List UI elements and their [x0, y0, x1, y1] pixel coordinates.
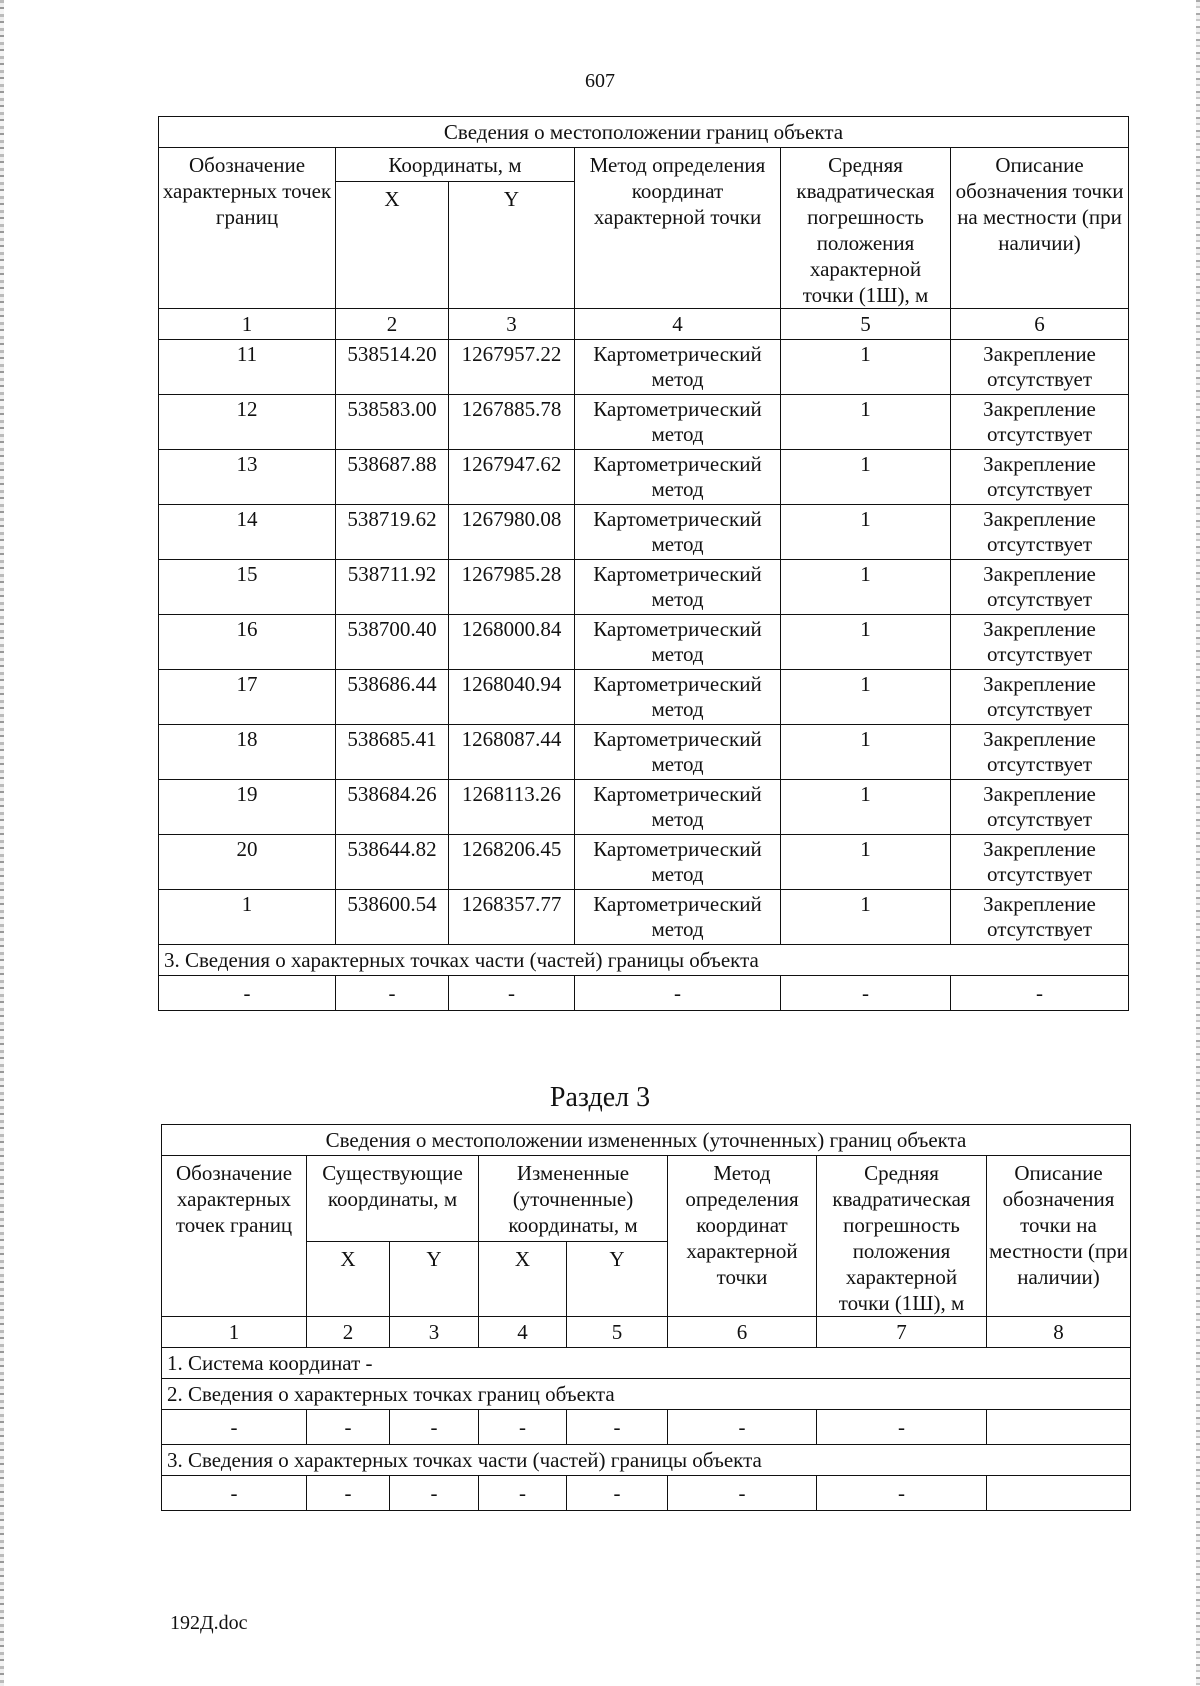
cell-y: 1268113.26 — [449, 780, 575, 835]
cell-desc: Закрепление отсутствует — [951, 725, 1129, 780]
table-cell: - — [449, 976, 575, 1011]
header-y: Y — [449, 182, 575, 309]
section-heading: Раздел 3 — [549, 1082, 651, 1113]
header-y-changed: Y — [567, 1242, 668, 1317]
cell-method: Картометрический метод — [575, 835, 781, 890]
cell-method: Картометрический метод — [575, 670, 781, 725]
table-cell — [987, 1410, 1131, 1445]
table-cell: - — [307, 1410, 390, 1445]
table-cell: - — [951, 976, 1129, 1011]
cell-point: 11 — [159, 340, 336, 395]
column-number: 4 — [479, 1317, 567, 1348]
cell-y: 1267980.08 — [449, 505, 575, 560]
scan-edge-right — [1196, 0, 1200, 1686]
header-error: Средняя квадратическая погрешность положения характерной точки (1Ш), м — [781, 148, 951, 309]
header-coordinates: Координаты, м — [336, 148, 575, 182]
cell-point: 1 — [159, 890, 336, 945]
part-section-label: 3. Сведения о характерных точках части (частей) границы объекта — [162, 1445, 1131, 1476]
cell-point: 20 — [159, 835, 336, 890]
cell-method: Картометрический метод — [575, 615, 781, 670]
table-row — [159, 670, 1129, 725]
table-row — [159, 340, 1129, 395]
cell-desc: Закрепление отсутствует — [951, 835, 1129, 890]
table-cell: - — [479, 1410, 567, 1445]
table-title: Сведения о местоположении измененных (уточненных) границ объекта — [162, 1125, 1131, 1156]
points-section-label: 2. Сведения о характерных точках границ объекта — [162, 1379, 1131, 1410]
cell-desc: Закрепление отсутствует — [951, 505, 1129, 560]
table-cell: - — [162, 1476, 307, 1511]
table-cell: - — [162, 1410, 307, 1445]
cell-error: 1 — [781, 780, 951, 835]
table-cell: - — [668, 1410, 817, 1445]
cell-x: 538583.00 — [336, 395, 449, 450]
table-row — [159, 615, 1129, 670]
table-cell: - — [817, 1410, 987, 1445]
cell-x: 538684.26 — [336, 780, 449, 835]
column-number: 1 — [159, 309, 336, 340]
header-x-existing: X — [307, 1242, 390, 1317]
cell-y: 1267947.62 — [449, 450, 575, 505]
header-point: Обозначение характерных точек границ — [162, 1156, 307, 1317]
table-row — [159, 450, 1129, 505]
cell-desc: Закрепление отсутствует — [951, 890, 1129, 945]
cell-desc: Закрепление отсутствует — [951, 340, 1129, 395]
cell-error: 1 — [781, 725, 951, 780]
page-number: 607 — [585, 70, 615, 92]
cell-error: 1 — [781, 560, 951, 615]
table-row — [159, 395, 1129, 450]
cell-error: 1 — [781, 395, 951, 450]
table-cell: - — [567, 1410, 668, 1445]
cell-x: 538685.41 — [336, 725, 449, 780]
column-number: 5 — [781, 309, 951, 340]
cell-point: 15 — [159, 560, 336, 615]
column-number: 3 — [390, 1317, 479, 1348]
column-number: 1 — [162, 1317, 307, 1348]
column-number: 4 — [575, 309, 781, 340]
header-description: Описание обозначения точки на местности (при наличии) — [951, 148, 1129, 309]
header-y-existing: Y — [390, 1242, 479, 1317]
cell-y: 1267985.28 — [449, 560, 575, 615]
changed-boundaries-table — [161, 1124, 1131, 1511]
column-number: 2 — [336, 309, 449, 340]
table-cell: - — [390, 1410, 479, 1445]
cell-error: 1 — [781, 450, 951, 505]
header-description: Описание обозначения точки на местности (при наличии) — [987, 1156, 1131, 1317]
cell-x: 538711.92 — [336, 560, 449, 615]
header-existing-coordinates: Существующие координаты, м — [307, 1156, 479, 1242]
cell-method: Картометрический метод — [575, 450, 781, 505]
header-method: Метод определения координат характерной точки — [668, 1156, 817, 1317]
cell-method: Картометрический метод — [575, 725, 781, 780]
boundary-points-body — [159, 340, 1129, 945]
cell-x: 538644.82 — [336, 835, 449, 890]
table-row — [159, 725, 1129, 780]
cell-y: 1267957.22 — [449, 340, 575, 395]
header-error: Средняя квадратическая погрешность положения характерной точки (1Ш), м — [817, 1156, 987, 1317]
cell-desc: Закрепление отсутствует — [951, 560, 1129, 615]
column-number: 5 — [567, 1317, 668, 1348]
cell-method: Картометрический метод — [575, 890, 781, 945]
cell-point: 16 — [159, 615, 336, 670]
table-row — [159, 505, 1129, 560]
footer-filename: 192Д.doc — [170, 1612, 248, 1634]
cell-error: 1 — [781, 670, 951, 725]
cell-y: 1267885.78 — [449, 395, 575, 450]
cell-error: 1 — [781, 890, 951, 945]
cell-error: 1 — [781, 340, 951, 395]
cell-x: 538687.88 — [336, 450, 449, 505]
column-number: 3 — [449, 309, 575, 340]
header-method: Метод определения координат характерной точки — [575, 148, 781, 309]
cell-method: Картометрический метод — [575, 395, 781, 450]
cell-desc: Закрепление отсутствует — [951, 615, 1129, 670]
table-cell: - — [479, 1476, 567, 1511]
cell-x: 538514.20 — [336, 340, 449, 395]
header-x: X — [336, 182, 449, 309]
header-x-changed: X — [479, 1242, 567, 1317]
table-cell: - — [668, 1476, 817, 1511]
table-cell: - — [159, 976, 336, 1011]
table-cell: - — [336, 976, 449, 1011]
cell-error: 1 — [781, 505, 951, 560]
cell-x: 538600.54 — [336, 890, 449, 945]
column-number: 2 — [307, 1317, 390, 1348]
cell-desc: Закрепление отсутствует — [951, 670, 1129, 725]
table-title: Сведения о местоположении границ объекта — [159, 117, 1129, 148]
cell-y: 1268040.94 — [449, 670, 575, 725]
cell-x: 538719.62 — [336, 505, 449, 560]
scan-edge-left — [0, 0, 4, 1686]
boundary-location-table — [158, 116, 1129, 1011]
cell-point: 12 — [159, 395, 336, 450]
cell-point: 18 — [159, 725, 336, 780]
table-row — [159, 835, 1129, 890]
table-row — [159, 560, 1129, 615]
cell-method: Картометрический метод — [575, 780, 781, 835]
part-section-label: 3. Сведения о характерных точках части (частей) границы объекта — [159, 945, 1129, 976]
table-row — [159, 780, 1129, 835]
header-changed-coordinates: Измененные (уточненные) координаты, м — [479, 1156, 668, 1242]
table-cell: - — [307, 1476, 390, 1511]
cell-x: 538700.40 — [336, 615, 449, 670]
header-point: Обозначение характерных точек границ — [159, 148, 336, 309]
coord-system-label: 1. Система координат - — [162, 1348, 1131, 1379]
cell-point: 19 — [159, 780, 336, 835]
cell-y: 1268206.45 — [449, 835, 575, 890]
cell-error: 1 — [781, 615, 951, 670]
cell-y: 1268357.77 — [449, 890, 575, 945]
column-number: 7 — [817, 1317, 987, 1348]
cell-x: 538686.44 — [336, 670, 449, 725]
column-number: 8 — [987, 1317, 1131, 1348]
cell-desc: Закрепление отсутствует — [951, 395, 1129, 450]
table-cell: - — [781, 976, 951, 1011]
cell-method: Картометрический метод — [575, 560, 781, 615]
cell-method: Картометрический метод — [575, 505, 781, 560]
table-cell: - — [567, 1476, 668, 1511]
column-number: 6 — [951, 309, 1129, 340]
cell-point: 13 — [159, 450, 336, 505]
cell-method: Картометрический метод — [575, 340, 781, 395]
cell-desc: Закрепление отсутствует — [951, 780, 1129, 835]
table-cell: - — [390, 1476, 479, 1511]
cell-y: 1268087.44 — [449, 725, 575, 780]
cell-point: 17 — [159, 670, 336, 725]
cell-desc: Закрепление отсутствует — [951, 450, 1129, 505]
table-cell: - — [817, 1476, 987, 1511]
column-number: 6 — [668, 1317, 817, 1348]
cell-y: 1268000.84 — [449, 615, 575, 670]
table-cell — [987, 1476, 1131, 1511]
table-row — [159, 890, 1129, 945]
cell-point: 14 — [159, 505, 336, 560]
cell-error: 1 — [781, 835, 951, 890]
table-cell: - — [575, 976, 781, 1011]
